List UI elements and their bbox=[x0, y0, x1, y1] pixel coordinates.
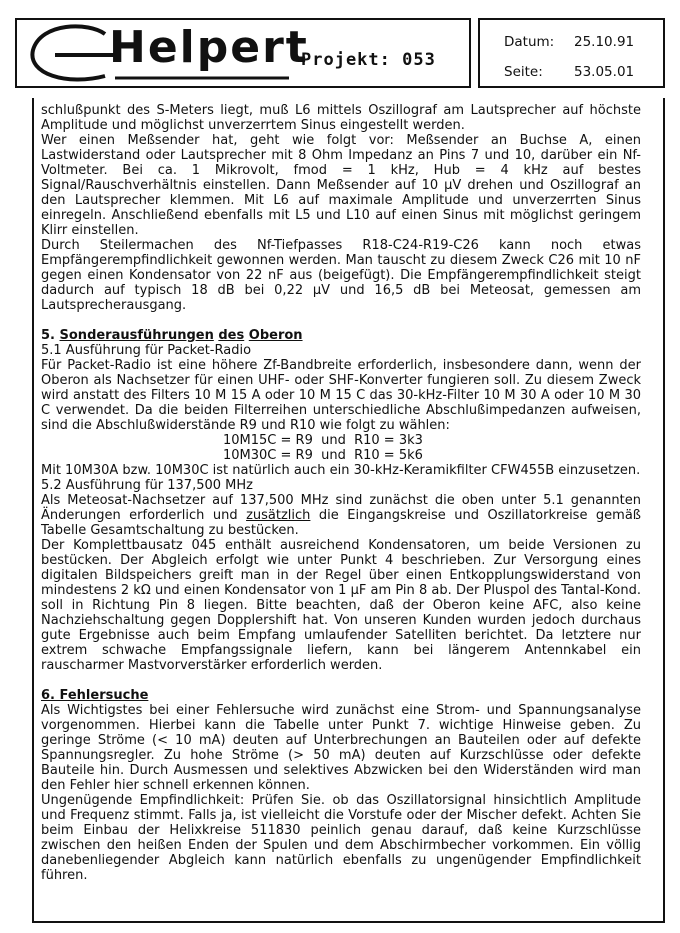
equation-1: 10M15C = R9 und R10 = 3k3 bbox=[223, 433, 423, 448]
paragraph-2: Wer einen Meßsender hat, geht wie folgt vor: Meßsender an Buchse A, einen Lastwiderstand oder Lautsprecher mit 8 Ohm Impedanz an Pins 7 und 10, darüber ein Nf-Voltmeter. Bei ca. 1 Mikrovolt, fmod = 1 kHz, Hub = 4 kHz auf bestes Signal/Rauschverhältnis einstellen. Dann Meßsender auf 10 µV drehen und Oszillograf an den Lautsprecher klemmen. Mit L6 auf maximale Amplitude und unverzerrten Sinus einregeln. Anschließend ebenfalls mit L5 und L10 auf einen Sinus mit möglichst geringem Klirr einstellen. bbox=[41, 133, 641, 238]
projekt-label bbox=[301, 50, 436, 70]
subsection-5-2-text: Als Meteosat-Nachsetzer auf 137,500 MHz sind zunächst die oben unter 5.1 genannten Änderungen erforderlich und zusätzlich die Eingangskreise und Oszillatorkreise gemäß Tabelle Gesamtschaltung zu bestücken. bbox=[41, 493, 641, 538]
datum-value: 25.10.91 bbox=[574, 34, 635, 50]
section-6-title: 6. Fehlersuche bbox=[41, 688, 149, 703]
seite-label: Seite: bbox=[504, 64, 543, 80]
section-5-title: 5. Sonderausführungen des Oberon bbox=[41, 328, 303, 343]
underlined-zusaetzlich: zusätzlich bbox=[246, 508, 311, 523]
info-box bbox=[478, 18, 665, 88]
projekt-label-text: Projekt: bbox=[301, 50, 391, 70]
subsection-5-1-text-2: Mit 10M30A bzw. 10M30C ist natürlich auch ein 30-kHz-Keramikfilter CFW455B einzusetzen. bbox=[41, 463, 641, 478]
datum-row bbox=[504, 34, 635, 50]
subsection-5-1-title: 5.1 Ausführung für Packet-Radio bbox=[41, 343, 252, 358]
projekt-number: 053 bbox=[402, 50, 436, 70]
subsection-5-1-text: Für Packet-Radio ist eine höhere Zf-Bandbreite erforderlich, insbesondere dann, wenn der Oberon als Nachsetzer für einen UHF- oder SHF-Konverter fungieren soll. Zu diesem Zweck wird anstatt des Filters 10 M 15 A oder 10 M 15 C das 30-kHz-Filter 10 M 30 A oder 10 M 30 C verwendet. Da die beiden Filterreihen unterschiedliche Abschlußimpedanzen aufweisen, sind die Abschlußwiderstände R9 und R10 wie folgt zu wählen: bbox=[41, 358, 641, 433]
section-6-text-1: Als Wichtigstes bei einer Fehlersuche wird zunächst eine Strom- und Spannungsanalyse vorgenommen. Hierbei kann die Tabelle unter Punkt 7. wichtige Hinweise geben. Zu geringe Ströme (< 10 mA) deuten auf Unterbrechungen an Bauteilen oder auf defekte Spannungsregler. Zu hohe Ströme (> 50 mA) deuten auf Kurzschlüsse oder defekte Bauteile hin. Durch Ausmessen und selektives Abzwicken bei den Widerständen wird man den Fehler hier schnell erkennen können. bbox=[41, 703, 641, 793]
section-6-text-2: Ungenügende Empfindlichkeit: Prüfen Sie. ob das Oszillatorsignal hinsichtlich Amplitude und Frequenz stimmt. Falls ja, ist vielleicht die Vorstufe oder der Mischer defekt. Achten Sie beim Einbau der Helixkreise 511830 peinlich genau darauf, daß keine Kurzschlüsse zwischen den heißen Enden der Spulen und dem Abschirmbecher vorkommen. Ein völlig danebenliegender Abgleich kann natürlich ebenfalls zu ungenügender Empfindlichkeit führen. bbox=[41, 793, 641, 883]
subsection-5-2-text-2: Der Komplettbausatz 045 enthält ausreichend Kondensatoren, um beide Versionen zu bestücken. Der Abgleich erfolgt wie unter Punkt 4 beschrieben. Zur Versorgung eines digitalen Bildspeichers greift man in der Regel über einen Entkopplungswiderstand von mindestens 2 kΩ und einen Kondensator von 1 µF am Pin 8 ab. Der Pluspol des Tantal-Kond. soll in Richtung Pin 8 liegen. Bitte beachten, daß der Oberon keine AFC, also keine Nachziehschaltung gegen Dopplershift hat. Von unseren Kunden wurden jedoch durchaus gute Ergebnisse auch beim Empfang umlaufender Satelliten berichtet. Da letztere nur extrem schwache Empfangssignale liefern, kann bei längerem Antennkabel ein rauscharmer Mastvorverstärker erforderlich werden. bbox=[41, 538, 641, 673]
datum-label: Datum: bbox=[504, 34, 555, 50]
paragraph-3: Durch Steilermachen des Nf-Tiefpasses R18-C24-R19-C26 kann noch etwas Empfängerempfindlichkeit gewonnen werden. Man tauscht zu diesem Zweck C26 mit 10 nF gegen einen Kondensator von 22 nF aus (beigefügt). Die Empfängerempfindlichkeit steigt dadurch auf typisch 18 dB bei 0,22 µV und 16,5 dB bei Meteosat, gemessen am Lautsprecherausgang. bbox=[41, 238, 641, 313]
seite-value: 53.05.01 bbox=[574, 64, 635, 80]
document-body bbox=[41, 103, 641, 883]
logo-text: Helpert bbox=[109, 22, 309, 73]
paragraph-1: schlußpunkt des S-Meters liegt, muß L6 mittels Oszillograf am Lautsprecher auf höchste Amplitude und möglichst unverzerrtem Sinus eingestellt werden. bbox=[41, 103, 641, 133]
seite-row bbox=[504, 64, 635, 80]
subsection-5-2-title: 5.2 Ausführung für 137,500 MHz bbox=[41, 478, 253, 493]
equation-2: 10M30C = R9 und R10 = 5k6 bbox=[223, 448, 423, 463]
logo-box bbox=[15, 18, 471, 88]
